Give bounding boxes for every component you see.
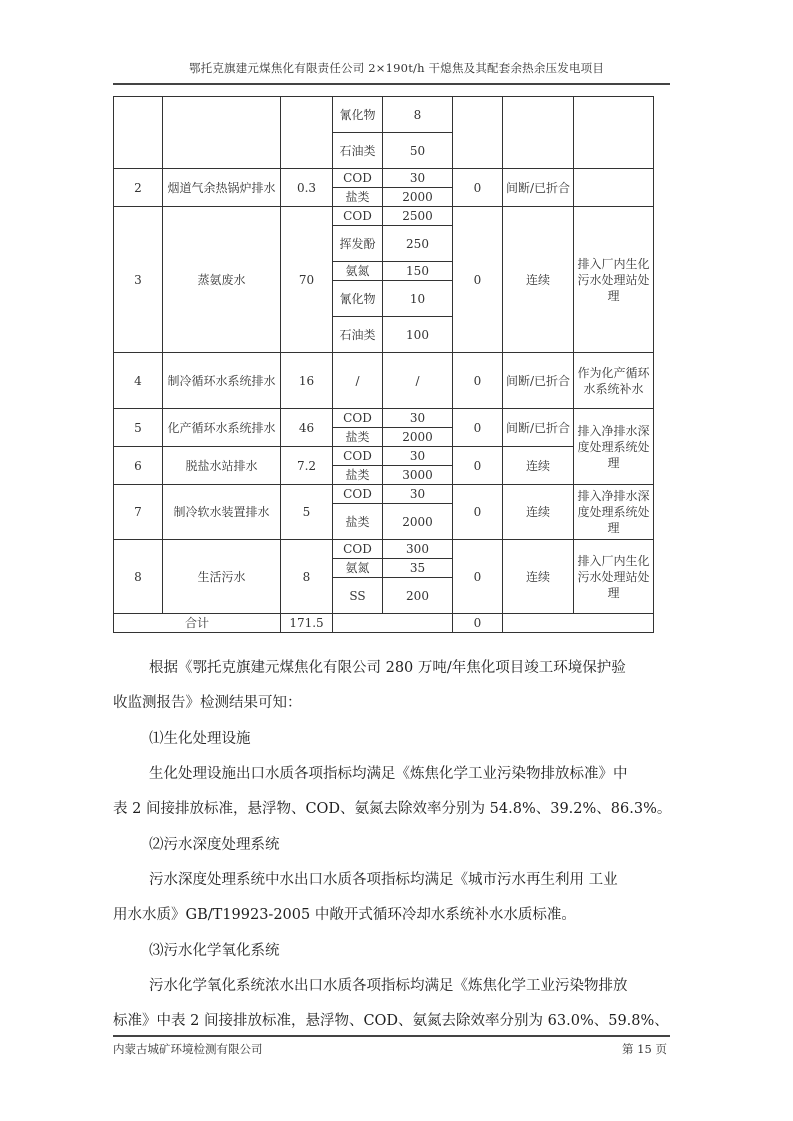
total-discharge: 0 <box>453 614 503 633</box>
row-name: 烟道气余热锅炉排水 <box>163 169 281 207</box>
pollutant-value: 100 <box>383 317 453 353</box>
pollutant-value: 2000 <box>383 504 453 540</box>
section-heading: ⑴生化处理设施 <box>149 731 251 747</box>
pollutant-item: 氨氮 <box>333 262 383 281</box>
pollutant-item: / <box>333 353 383 409</box>
table-row <box>114 169 654 188</box>
pollutant-item: 石油类 <box>333 317 383 353</box>
row-flow: 5 <box>281 485 333 540</box>
total-empty <box>503 614 654 633</box>
pollutant-value: 35 <box>383 559 453 578</box>
row-name: 蒸氨废水 <box>163 207 281 353</box>
row-no: 4 <box>114 353 163 409</box>
section-heading: ⑶污水化学氧化系统 <box>149 943 280 959</box>
row-destination: 排入净排水深度处理系统处理 <box>574 409 654 485</box>
pollutant-item: 氰化物 <box>333 97 383 133</box>
body-line: 根据《鄂托克旗建元煤焦化有限公司 280 万吨/年焦化项目竣工环境保护验 <box>149 660 626 676</box>
pollutant-value: 200 <box>383 578 453 614</box>
pollutant-value: / <box>383 353 453 409</box>
pollutant-value: 50 <box>383 133 453 169</box>
pollutant-value: 150 <box>383 262 453 281</box>
row-discharge: 0 <box>453 447 503 485</box>
row-destination: 作为化产循环水系统补水 <box>574 353 654 409</box>
pollutant-item: 挥发酚 <box>333 226 383 262</box>
pollutant-item: 盐类 <box>333 504 383 540</box>
pollutant-value: 30 <box>383 409 453 428</box>
row-no: 3 <box>114 207 163 353</box>
row-mode: 连续 <box>503 485 574 540</box>
row-flow: 0.3 <box>281 169 333 207</box>
row-mode: 连续 <box>503 207 574 353</box>
row-destination <box>574 169 654 207</box>
footer-company: 内蒙古城矿环境检测有限公司 <box>113 1042 263 1056</box>
row-discharge <box>453 97 503 169</box>
pollutant-item: 盐类 <box>333 466 383 485</box>
row-name: 制冷循环水系统排水 <box>163 353 281 409</box>
table-row <box>114 447 654 466</box>
row-mode <box>503 97 574 169</box>
row-discharge: 0 <box>453 540 503 614</box>
pollutant-item: COD <box>333 169 383 188</box>
table-row <box>114 540 654 559</box>
wastewater-table <box>113 96 654 633</box>
footer-rule <box>113 1035 670 1037</box>
pollutant-item: 石油类 <box>333 133 383 169</box>
pollutant-item: COD <box>333 207 383 226</box>
row-mode: 间断/已折合 <box>503 409 574 447</box>
row-no: 5 <box>114 409 163 447</box>
row-flow: 7.2 <box>281 447 333 485</box>
pollutant-value: 30 <box>383 447 453 466</box>
row-discharge: 0 <box>453 207 503 353</box>
pollutant-item: SS <box>333 578 383 614</box>
row-name <box>163 97 281 169</box>
row-flow: 46 <box>281 409 333 447</box>
row-flow: 8 <box>281 540 333 614</box>
pollutant-value: 2500 <box>383 207 453 226</box>
pollutant-value: 10 <box>383 281 453 317</box>
table-row <box>114 97 654 133</box>
footer-page-number: 第 15 页 <box>622 1042 667 1056</box>
pollutant-item: 盐类 <box>333 188 383 207</box>
row-mode: 间断/已折合 <box>503 353 574 409</box>
total-label: 合计 <box>114 614 281 633</box>
row-no: 7 <box>114 485 163 540</box>
table-row <box>114 409 654 428</box>
table-total-row <box>114 614 654 633</box>
row-destination <box>574 97 654 169</box>
row-destination: 排入厂内生化污水处理站处理 <box>574 540 654 614</box>
row-mode: 间断/已折合 <box>503 169 574 207</box>
row-discharge: 0 <box>453 353 503 409</box>
body-line: 用水水质》GB/T19923-2005 中敞开式循环冷却水系统补水水质标准。 <box>113 907 576 923</box>
pollutant-value: 3000 <box>383 466 453 485</box>
pollutant-item: 氨氮 <box>333 559 383 578</box>
pollutant-value: 2000 <box>383 188 453 207</box>
row-name: 脱盐水站排水 <box>163 447 281 485</box>
row-destination: 排入净排水深度处理系统处理 <box>574 485 654 540</box>
row-discharge: 0 <box>453 409 503 447</box>
table-row <box>114 485 654 504</box>
pollutant-item: COD <box>333 540 383 559</box>
row-mode: 连续 <box>503 447 574 485</box>
body-line: 标准》中表 2 间接排放标准，悬浮物、COD、氨氮去除效率分别为 63.0%、59.8%、 <box>113 1013 669 1029</box>
header-rule <box>113 83 670 85</box>
body-line: 污水化学氧化系统浓水出口水质各项指标均满足《炼焦化学工业污染物排放 <box>149 978 628 994</box>
body-line: 收监测报告》检测结果可知： <box>113 695 302 711</box>
row-name: 化产循环水系统排水 <box>163 409 281 447</box>
total-empty <box>333 614 453 633</box>
row-name: 制冷软水装置排水 <box>163 485 281 540</box>
pollutant-value: 30 <box>383 485 453 504</box>
row-mode: 连续 <box>503 540 574 614</box>
page-header-title: 鄂托克旗建元煤焦化有限责任公司 2×190t/h 干熄焦及其配套余热余压发电项目 <box>188 61 605 75</box>
pollutant-item: 盐类 <box>333 428 383 447</box>
body-line: 污水深度处理系统中水出口水质各项指标均满足《城市污水再生利用 工业 <box>149 872 618 888</box>
table-row <box>114 207 654 226</box>
row-flow: 16 <box>281 353 333 409</box>
row-discharge: 0 <box>453 485 503 540</box>
pollutant-value: 8 <box>383 97 453 133</box>
body-line: 生化处理设施出口水质各项指标均满足《炼焦化学工业污染物排放标准》中 <box>149 766 628 782</box>
pollutant-value: 2000 <box>383 428 453 447</box>
total-flow: 171.5 <box>281 614 333 633</box>
pollutant-item: COD <box>333 485 383 504</box>
row-no <box>114 97 163 169</box>
pollutant-item: 氰化物 <box>333 281 383 317</box>
row-name: 生活污水 <box>163 540 281 614</box>
pollutant-value: 300 <box>383 540 453 559</box>
row-discharge: 0 <box>453 169 503 207</box>
row-flow: 70 <box>281 207 333 353</box>
body-line: 表 2 间接排放标准，悬浮物、COD、氨氮去除效率分别为 54.8%、39.2%、86.3%。 <box>113 801 672 817</box>
row-no: 8 <box>114 540 163 614</box>
row-destination: 排入厂内生化污水处理站处理 <box>574 207 654 353</box>
section-heading: ⑵污水深度处理系统 <box>149 837 280 853</box>
row-flow <box>281 97 333 169</box>
row-no: 6 <box>114 447 163 485</box>
pollutant-value: 30 <box>383 169 453 188</box>
pollutant-value: 250 <box>383 226 453 262</box>
table-row <box>114 353 654 409</box>
pollutant-item: COD <box>333 447 383 466</box>
pollutant-item: COD <box>333 409 383 428</box>
row-no: 2 <box>114 169 163 207</box>
